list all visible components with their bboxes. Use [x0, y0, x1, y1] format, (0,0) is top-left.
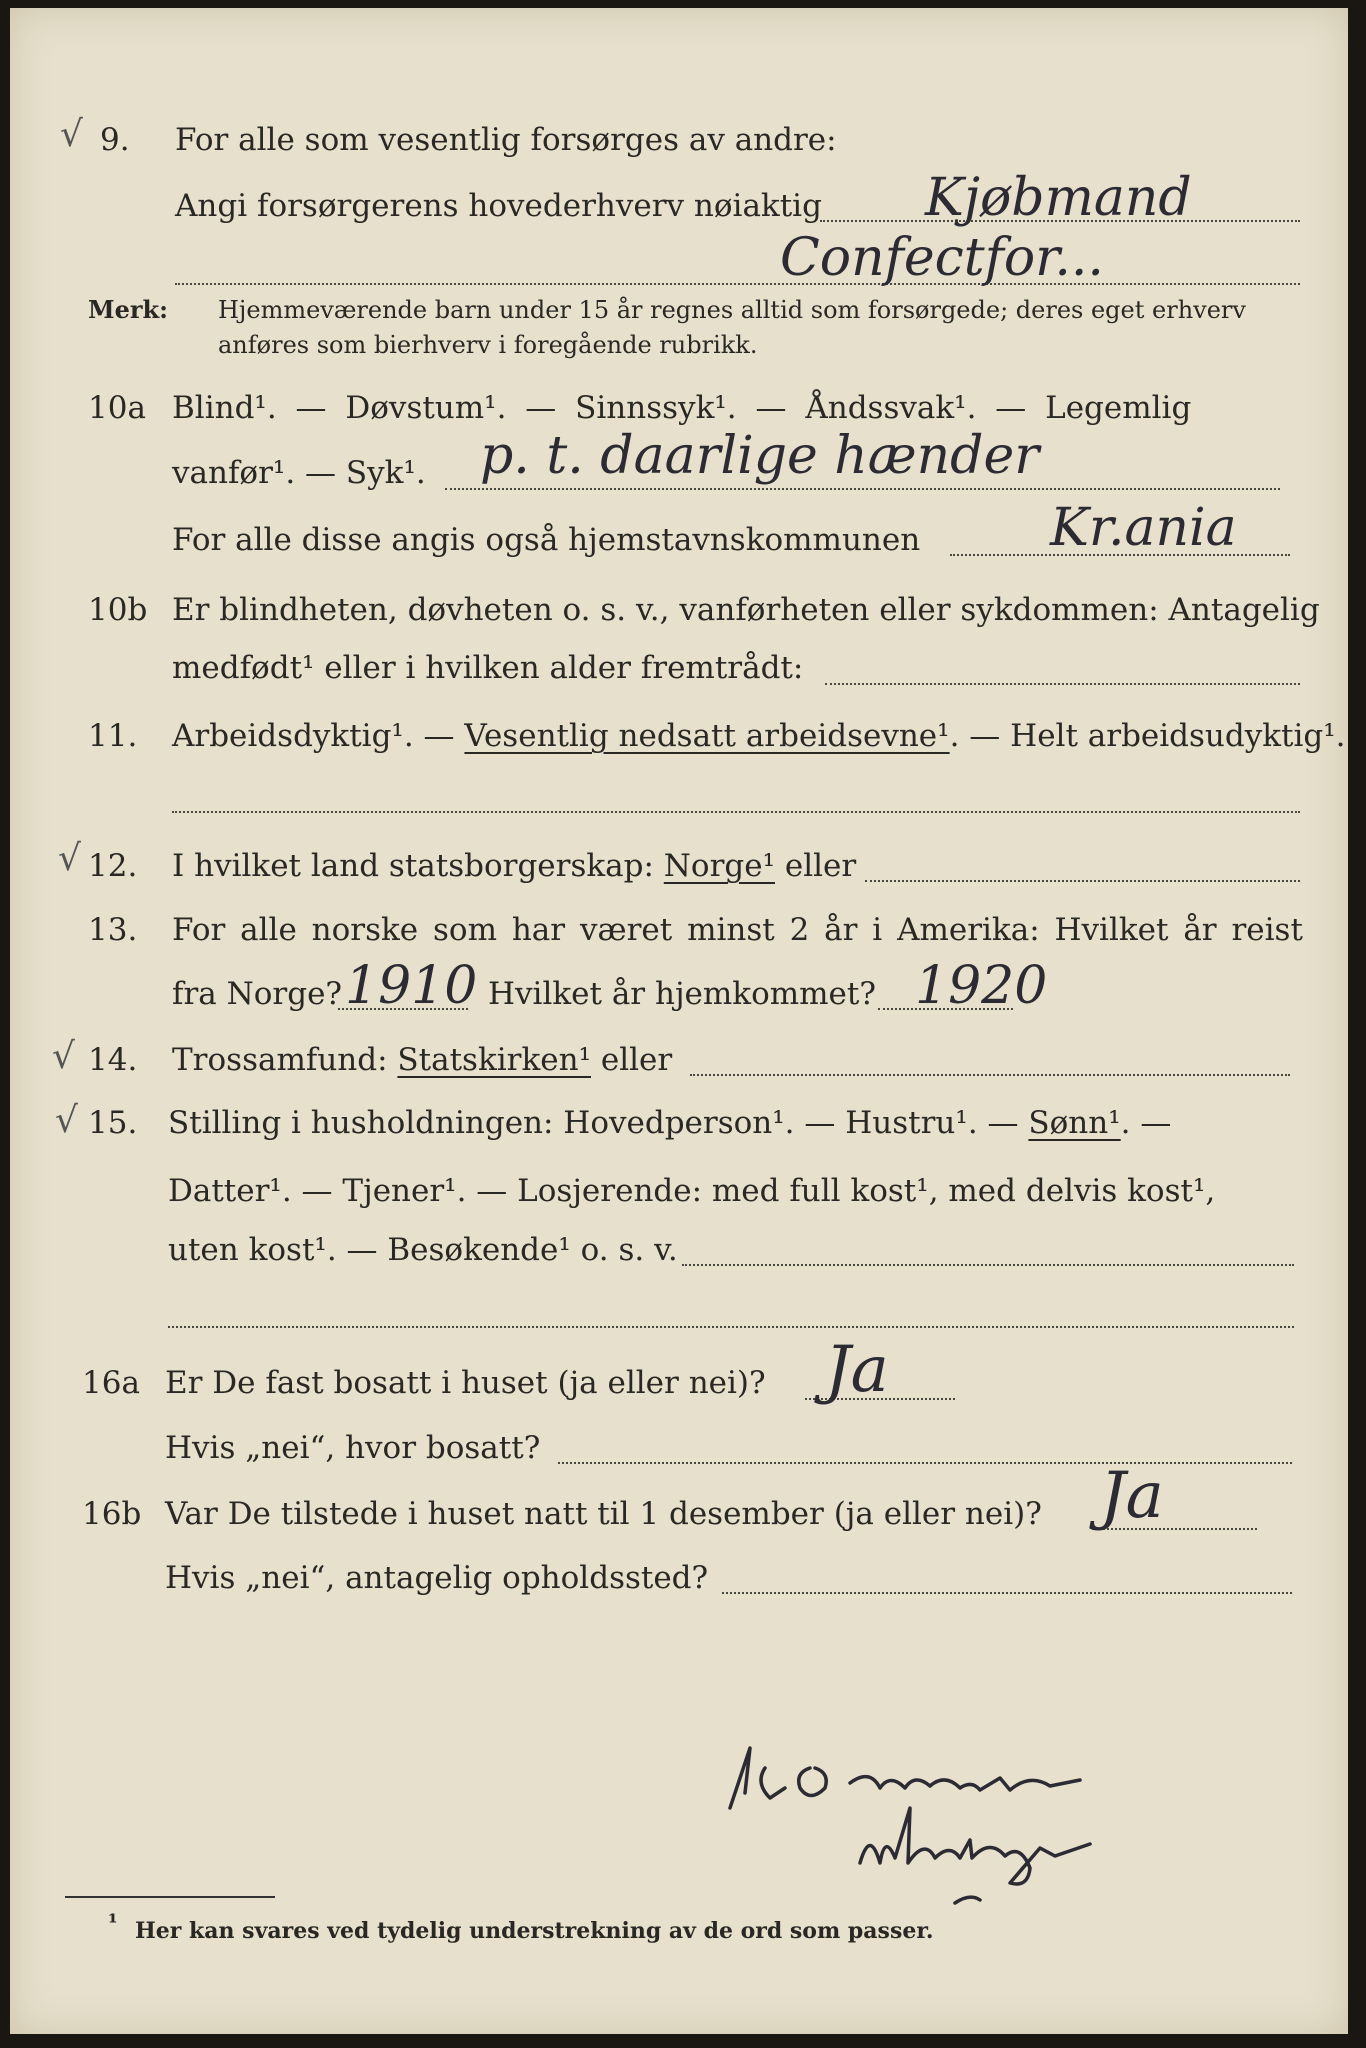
q13-left-prompt: fra Norge?: [172, 976, 343, 1012]
q13-line1: For alle norske som har været minst 2 år i Amerika: Hvilket år reist: [172, 912, 1303, 948]
merk-label: Merk:: [88, 295, 168, 324]
q16a-answer-line2: [558, 1462, 1292, 1464]
q9-answer-occupation: Kjøbmand: [925, 168, 1192, 228]
q16a-answer: Ja: [825, 1333, 889, 1407]
q13-return-prompt: Hvilket år hjemkommet?: [488, 976, 876, 1012]
q16b-answer-line2: [722, 1592, 1292, 1594]
q9-line1: For alle som vesentlig forsørges av andre:: [175, 122, 837, 158]
check-mark-icon: √: [58, 838, 81, 879]
q13-number: 13.: [88, 912, 138, 948]
footnote-rule: [65, 1896, 275, 1898]
signature: [710, 1728, 1230, 1918]
q12-answer-line: [865, 880, 1300, 882]
q9-number: 9.: [100, 122, 130, 158]
check-mark-icon: √: [55, 1100, 78, 1141]
q16b-line1: Var De tilstede i huset natt til 1 desember (ja eller nei)?: [165, 1496, 1042, 1532]
footnote-mark: ¹: [108, 1910, 118, 1936]
q10a-line1: Blind¹. — Døvstum¹. — Sinnssyk¹. — Åndssvak¹. — Legemlig: [172, 390, 1192, 426]
q10b-number: 10b: [88, 592, 148, 628]
merk-line1: Hjemmeværende barn under 15 år regnes alltid som forsørgede; deres eget erhverv: [218, 296, 1246, 324]
q15-son-underlined: Sønn¹: [1028, 1105, 1121, 1141]
q15-text: [168, 1103, 1171, 1143]
q9-answer-occupation-2: Confectfor...: [780, 228, 1104, 288]
q11-option-2-underlined: Vesentlig nedsatt arbeidsevne¹: [464, 718, 950, 754]
q16a-number: 16a: [82, 1365, 140, 1401]
q16a-line1: Er De fast bosatt i huset (ja eller nei)?: [165, 1365, 766, 1401]
q11-answer-line: [172, 811, 1300, 813]
q15-line2: Datter¹. — Tjener¹. — Losjerende: med full kost¹, med delvis kost¹,: [168, 1173, 1216, 1209]
q14-answer-line: [690, 1074, 1290, 1076]
q10b-line2: medfødt¹ eller i hvilken alder fremtrådt:: [172, 650, 804, 686]
q14-text: [172, 1040, 672, 1080]
q12-text: [172, 846, 856, 886]
q12-prompt: I hvilket land statsborgerskap:: [172, 848, 664, 884]
check-mark-icon: √: [52, 1036, 75, 1077]
q10a-number: 10a: [88, 390, 146, 426]
q13-left-answer: 1910: [345, 956, 478, 1016]
q10b-answer-line: [825, 683, 1300, 685]
q14-state-church-underlined: Statskirken¹: [397, 1042, 591, 1078]
merk-line2: anføres som bierhverv i foregående rubrikk.: [218, 331, 758, 359]
q16b-line2: Hvis „nei“, antagelig opholdssted?: [165, 1560, 709, 1596]
q13-return-answer: 1920: [915, 956, 1048, 1016]
q11-text: [172, 716, 1346, 756]
census-form-page: [10, 8, 1348, 2034]
q11-option-3: . — Helt arbeidsudyktig¹.: [949, 718, 1346, 754]
q15-answer-line: [682, 1264, 1294, 1266]
q11-number: 11.: [88, 718, 138, 754]
q10a-sick-answer: p. t. daarlige hænder: [480, 426, 1040, 486]
q12-number: 12.: [88, 848, 138, 884]
q15-number: 15.: [88, 1105, 138, 1141]
census-form: [10, 8, 1348, 2034]
q9-line2: Angi forsørgerens hovederhverv nøiaktig: [175, 188, 822, 224]
q12-or: eller: [775, 848, 857, 884]
q12-norway-underlined: Norge¹: [663, 848, 776, 884]
q14-or: eller: [591, 1042, 673, 1078]
q16a-line2: Hvis „nei“, hvor bosatt?: [165, 1430, 541, 1466]
q10b-line1: Er blindheten, døvheten o. s. v., vanførheten eller sykdommen: Antagelig: [172, 592, 1320, 628]
footnote-text: Her kan svares ved tydelig understrekning av de ord som passer.: [135, 1918, 934, 1944]
q10a-line3: For alle disse angis også hjemstavnskommunen: [172, 522, 921, 558]
q14-prompt: Trossamfund:: [172, 1042, 398, 1078]
q9-answer-line2: [175, 283, 1300, 285]
q11-option-1: Arbeidsdyktig¹. —: [172, 718, 465, 754]
check-mark-icon: √: [60, 114, 83, 155]
q16b-answer: Ja: [1100, 1459, 1164, 1533]
q10a-home-answer: Kr.ania: [1050, 498, 1237, 558]
q14-number: 14.: [88, 1042, 138, 1078]
q15-line1-end: . —: [1120, 1105, 1172, 1141]
q10a-line2: vanfør¹. — Syk¹.: [172, 455, 426, 491]
q15-line1: Stilling i husholdningen: Hovedperson¹. — Hustru¹. —: [168, 1105, 1029, 1141]
q15-answer-line2: [168, 1326, 1294, 1328]
q10a-sick-answer-line: [445, 488, 1280, 490]
q16b-number: 16b: [82, 1496, 142, 1532]
q15-line3: uten kost¹. — Besøkende¹ o. s. v.: [168, 1232, 678, 1268]
